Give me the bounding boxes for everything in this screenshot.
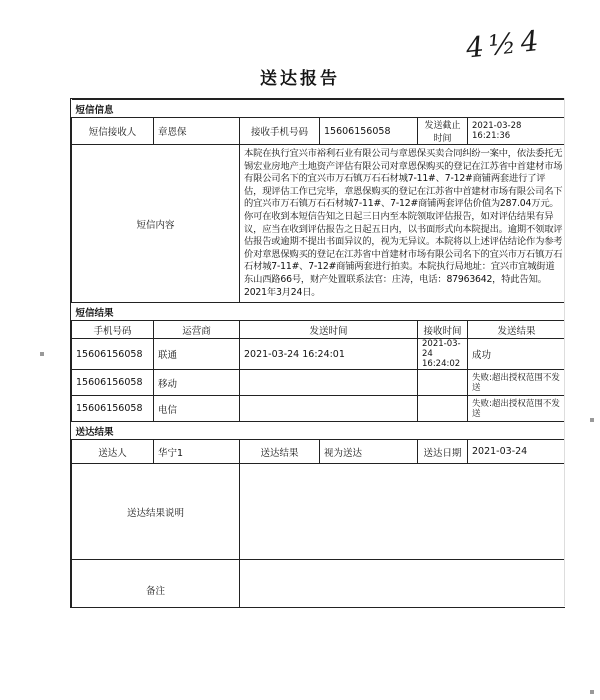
table-row: [72, 370, 566, 396]
scan-mark: [40, 352, 44, 356]
page-edge-shadow: [564, 98, 565, 606]
page-title: 送达报告: [260, 69, 340, 89]
row-recv-time: 2021-03-24 16:24:02: [418, 339, 468, 370]
header-result: 发送结果: [468, 321, 566, 339]
sms-result-header-row: [72, 321, 566, 339]
handwritten-mark: 4 ½ 4: [464, 24, 539, 65]
row-carrier: 电信: [154, 396, 240, 422]
sms-content-row: [72, 145, 566, 303]
phone-value: 15606156058: [320, 118, 418, 145]
delivery-date-value: 2021-03-24: [468, 440, 566, 464]
delivery-result-label: 送达结果: [240, 440, 320, 464]
delivery-result-value: 视为送达: [320, 440, 418, 464]
delivery-row: [72, 440, 566, 464]
table-row: [72, 339, 566, 370]
scan-mark: [590, 418, 594, 422]
row-result: 失败:超出授权范围不发送: [468, 370, 566, 396]
sms-info-section-row: [72, 100, 566, 118]
delivery-note-label: 送达结果说明: [72, 464, 240, 560]
delivery-note-value: [240, 464, 566, 560]
row-send-time: [240, 396, 418, 422]
deadline-label: 发送截止时间: [418, 118, 468, 145]
header-send-time: 发送时间: [240, 321, 418, 339]
report-table-frame: [70, 98, 565, 608]
row-send-time: 2021-03-24 16:24:01: [240, 339, 418, 370]
delivery-person-value: 华宁1: [154, 440, 240, 464]
delivery-date-label: 送达日期: [418, 440, 468, 464]
row-send-time: [240, 370, 418, 396]
receiver-value: 章恩保: [154, 118, 240, 145]
remark-label: 备注: [72, 560, 240, 608]
header-carrier: 运营商: [154, 321, 240, 339]
content-label: 短信内容: [72, 145, 240, 303]
row-phone: 15606156058: [72, 339, 154, 370]
delivery-section-row: [72, 422, 566, 440]
row-recv-time: [418, 396, 468, 422]
delivery-section-title: 送达结果: [72, 422, 566, 440]
row-result: 失败:超出授权范围不发送: [468, 396, 566, 422]
row-recv-time: [418, 370, 468, 396]
phone-label: 接收手机号码: [240, 118, 320, 145]
header-recv-time: 接收时间: [418, 321, 468, 339]
row-carrier: 移动: [154, 370, 240, 396]
scan-mark: [590, 690, 594, 694]
row-result: 成功: [468, 339, 566, 370]
header-phone: 手机号码: [72, 321, 154, 339]
row-phone: 15606156058: [72, 396, 154, 422]
delivery-person-label: 送达人: [72, 440, 154, 464]
sms-result-section-row: [72, 303, 566, 321]
report-table: [71, 99, 565, 608]
sms-result-section-title: 短信结果: [72, 303, 566, 321]
receiver-label: 短信接收人: [72, 118, 154, 145]
deadline-value: 2021-03-28 16:21:36: [468, 118, 566, 145]
remark-value: [240, 560, 566, 608]
remark-row: [72, 560, 566, 608]
table-row: [72, 396, 566, 422]
sms-info-row: [72, 118, 566, 145]
delivery-note-row: [72, 464, 566, 560]
row-phone: 15606156058: [72, 370, 154, 396]
sms-content-text: 本院在执行宜兴市裕利石业有限公司与章恩保买卖合同纠纷一案中，依法委托无锡宏业房地产土地资产评估有限公司对章恩保购买的登记在江苏省中首建材市场有限公司名下的宜兴市万石镇万石石材城7-11#、7-12#商铺两套进行了评估，现评估工作已完毕，章恩保购买的登记在江苏省中首建材市场有限公司名下的宜兴市万石镇万石石材城7-11#、7-12#商铺两套评估价值为287.04万元。你可在收到本短信告知之日起三日内至本院领取评估报告，如对评估结果有异议，应当在收到评估报告之日起五日内，以书面形式向本院提出。逾期不领取评估报告或逾期不提出书面异议的，视为无异议。本院将以上述评估结论作为参考价对章恩保购买的登记在江苏省中首建材市场有限公司名下的宜兴市万石镇万石石材城7-11#、7-12#商铺两套进行拍卖。本院执行局地址：宜兴市宜城街道东山西路66号，财产处置联系法官：庄涛，电话：87963642，特此告知。2021年3月24日。: [240, 145, 566, 303]
row-carrier: 联通: [154, 339, 240, 370]
sms-info-section-title: 短信信息: [72, 100, 566, 118]
